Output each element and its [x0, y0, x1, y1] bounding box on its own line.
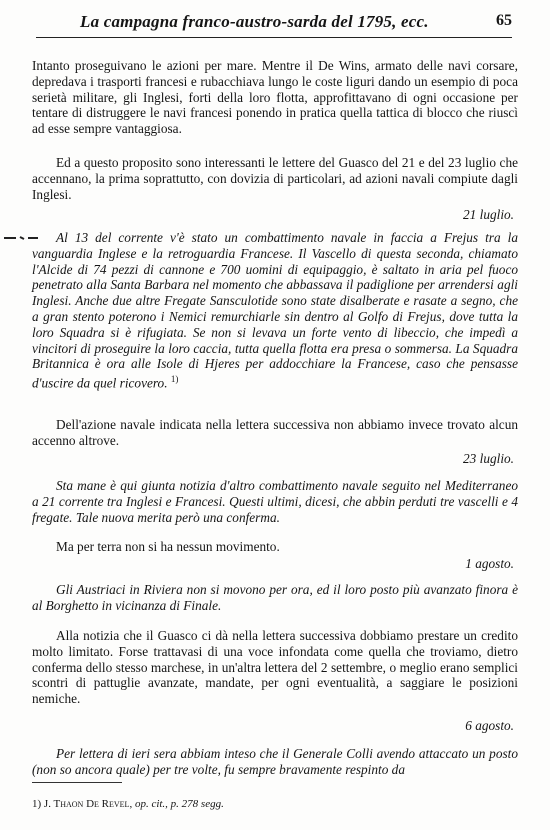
footnote-citation: op. cit., p. 278 segg.: [134, 798, 224, 810]
footnote-author: J. Thaon De Revel,: [43, 798, 133, 810]
paragraph-naval-action-note: Dell'azione navale indicata nella lettera successiva non abbiamo invece trovato alcun accenno altrove.: [32, 417, 518, 448]
letter-date-23-july: 23 luglio.: [463, 451, 514, 466]
running-header: [36, 12, 512, 36]
page-number: 65: [496, 12, 512, 29]
footnote-number: 1): [32, 798, 42, 810]
footnote-reference: 1): [170, 374, 179, 385]
letter-23-july: Sta mane è qui giunta notizia d'altro combattimento navale seguito nel Mediterraneo a 21 corrente tra Inglesi e Francesi. Questi ultimi, dicesi, che abbin perduti tre vascelli e 4 fregate. Tale nuova merita però una conferma.: [32, 478, 518, 525]
letter-21-july-text: Al 13 del corrente v'è stato un combattimento navale in faccia a Frejus tra la vanguardia Inglese e la retroguardia Francese. Il Vascello di questa seconda, chiamato l'Alcide di 74 pezzi di cannone e 700 uomini di equipaggio, è saltato in aria pel fuoco penetrato alla Santa Barbara nel momento che abbassava il padiglione per arrendersi agli Inglesi. Anche due altre Fregate Sansculotide sono state disalberate e rasate a segno, che a gran stento poterono i Nemici remurchiarle sin dentro al Golfo di Frejus, dove tutta la loro Squadra si è rifugiata. Se non si levava un forte vento di libeccio, che impedì a vincitori di proseguire la loro caccia, tutta quella flotta era presa o sommersa. La Squadra Britannica è ora alle Isole di Hjeres per addocchiare la Francese, caso che pensasse d'uscire da quel ricovero.: [32, 230, 518, 391]
letter-6-august: Per lettera di ieri sera abbiam inteso che il Generale Colli avendo attaccato un posto (non so ancora quale) per tre volte, fu sempre bravamente respinto da: [32, 746, 518, 777]
letter-date-1-august: 1 agosto.: [465, 556, 514, 571]
header-rule: [36, 37, 512, 38]
letter-date-6-august: 6 agosto.: [465, 718, 514, 733]
paragraph-guasco-letters: Ed a questo proposito sono interessanti le lettere del Guasco del 21 e del 23 luglio che accennano, la prima soprattutto, con dovizia di particolari, ad azioni navali compiute dagli Inglesi.: [32, 155, 518, 202]
running-title: La campagna franco-austro-sarda del 1795, ecc.: [80, 12, 429, 31]
paragraph-land-movement: Ma per terra non si ha nessun movimento.: [56, 539, 280, 554]
footnote-rule: [32, 782, 122, 783]
letter-date-21-july: 21 luglio.: [463, 207, 514, 222]
paragraph-naval-actions: Intanto proseguivano le azioni per mare. Mentre il De Wins, armato delle navi corsare, depredava i trasporti francesi e rubacchiava lungo le coste liguri dando un esempio di poca serietà militare, gli Inglesi, forti della loro flotta, approfittavano di ogni occasione per tentare di distruggere le navi francesi ponendo in pratica quella tattica di blocco che riuscì ad esse sempre vantaggiosa.: [32, 58, 518, 137]
letter-21-july: [32, 230, 518, 391]
footnote: [32, 798, 224, 810]
letter-1-august: Gli Austriaci in Riviera non si movono per ora, ed il loro posto più avanzato finora è al Borghetto in vicinanza di Finale.: [32, 582, 518, 613]
paragraph-guasco-news: Alla notizia che il Guasco ci dà nella lettera successiva dobbiamo prestare un credito molto limitato. Forse trattavasi di una voce infondata come quella che troviamo, dietro conferma dello stesso marchese, in un'altra lettera del 2 settembre, o meglio erano semplici scontri di pattuglie avanzate, mandate, per ogni eventualità, a saggiare le posizioni nemiche.: [32, 628, 518, 707]
